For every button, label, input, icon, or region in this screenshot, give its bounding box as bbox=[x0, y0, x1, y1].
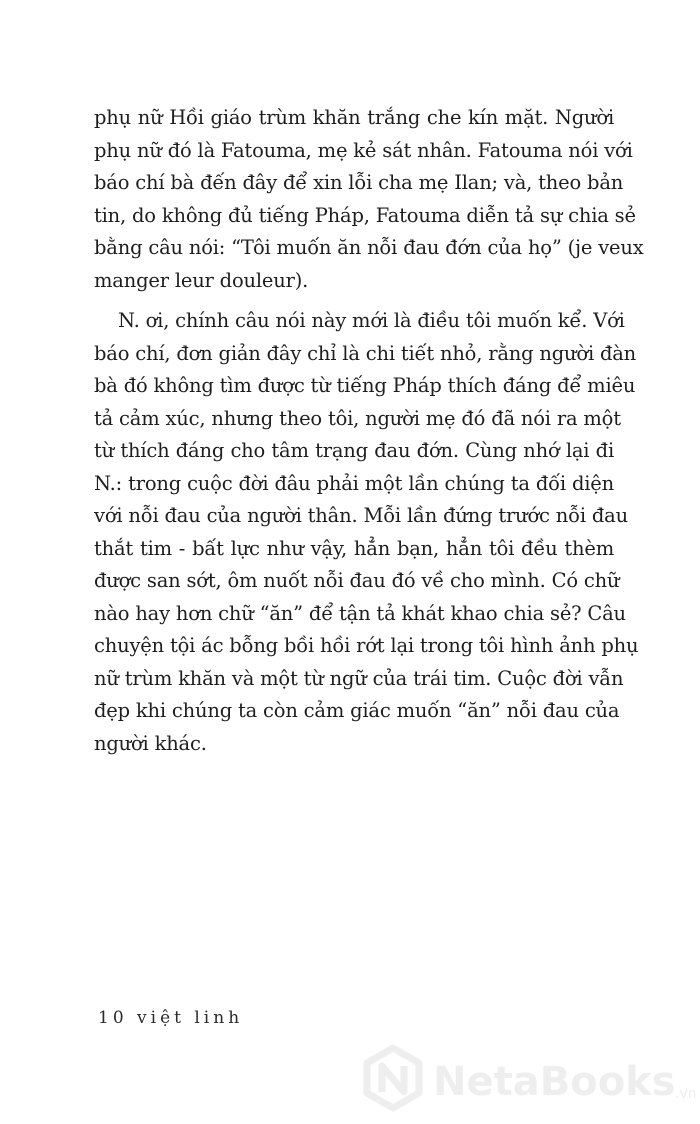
watermark-text: NetaBooks bbox=[433, 1059, 676, 1105]
text-line: tin, do không đủ tiếng Pháp, Fatouma diễn tả sự chia sẻ bbox=[94, 203, 636, 227]
paragraph-2 bbox=[94, 305, 639, 760]
text-line: báo chí, đơn giản đây chỉ là chi tiết nhỏ, rằng người đàn bbox=[94, 341, 637, 365]
text-line: báo chí bà đến đây để xin lỗi cha mẹ Ilan; và, theo bản bbox=[94, 171, 624, 194]
text-line: đẹp khi chúng ta còn cảm giác muốn “ăn” nỗi đau của bbox=[94, 699, 620, 722]
text-line: N.: trong cuộc đời đâu phải một lần chúng ta đối diện bbox=[94, 471, 614, 495]
paragraph-gap bbox=[94, 297, 614, 305]
text-line: phụ nữ đó là Fatouma, mẹ kẻ sát nhân. Fatouma nói với bbox=[94, 138, 633, 162]
text-line: thắt tim - bất lực như vậy, hẳn bạn, hẳn tôi đều thèm bbox=[94, 536, 614, 560]
text-line: người khác. bbox=[94, 731, 207, 755]
text-line: từ thích đáng cho tâm trạng đau đớn. Cùng nhớ lại đi bbox=[94, 439, 614, 462]
text-line: manger leur douleur). bbox=[94, 268, 309, 292]
paragraph-1 bbox=[94, 102, 644, 297]
netabooks-watermark bbox=[355, 1040, 700, 1120]
text-line: phụ nữ Hồi giáo trùm khăn trắng che kín mặt. Người bbox=[94, 106, 614, 129]
text-line: nữ trùm khăn và một từ ngữ của trái tim. Cuộc đời vẫn bbox=[94, 666, 624, 690]
text-line: chuyện tội ác bỗng bồi hồi rớt lại trong tôi hình ảnh phụ bbox=[94, 634, 639, 657]
text-line: bằng câu nói: “Tôi muốn ăn nỗi đau đớn của họ” (je veux bbox=[94, 236, 644, 259]
text-line: nào hay hơn chữ “ăn” để tận tả khát khao chia sẻ? Câu bbox=[94, 601, 626, 625]
netabooks-logo-icon bbox=[355, 1040, 700, 1120]
text-line: bà đó không tìm được từ tiếng Pháp thích đáng để miêu bbox=[94, 374, 636, 397]
page-folio: 10 việt linh bbox=[98, 1008, 244, 1028]
watermark-suffix: .vn bbox=[675, 1086, 697, 1102]
text-line: được san sớt, ôm nuốt nỗi đau đó về cho mình. Có chữ bbox=[94, 569, 620, 592]
text-line: với nỗi đau của người thân. Mỗi lần đứng trước nỗi đau bbox=[94, 504, 628, 527]
body-text bbox=[94, 102, 644, 760]
text-line: N. ơi, chính câu nói này mới là điều tôi muốn kể. Với bbox=[118, 309, 625, 332]
text-line: tả cảm xúc, nhưng theo tôi, người mẹ đó đã nói ra một bbox=[94, 406, 621, 430]
